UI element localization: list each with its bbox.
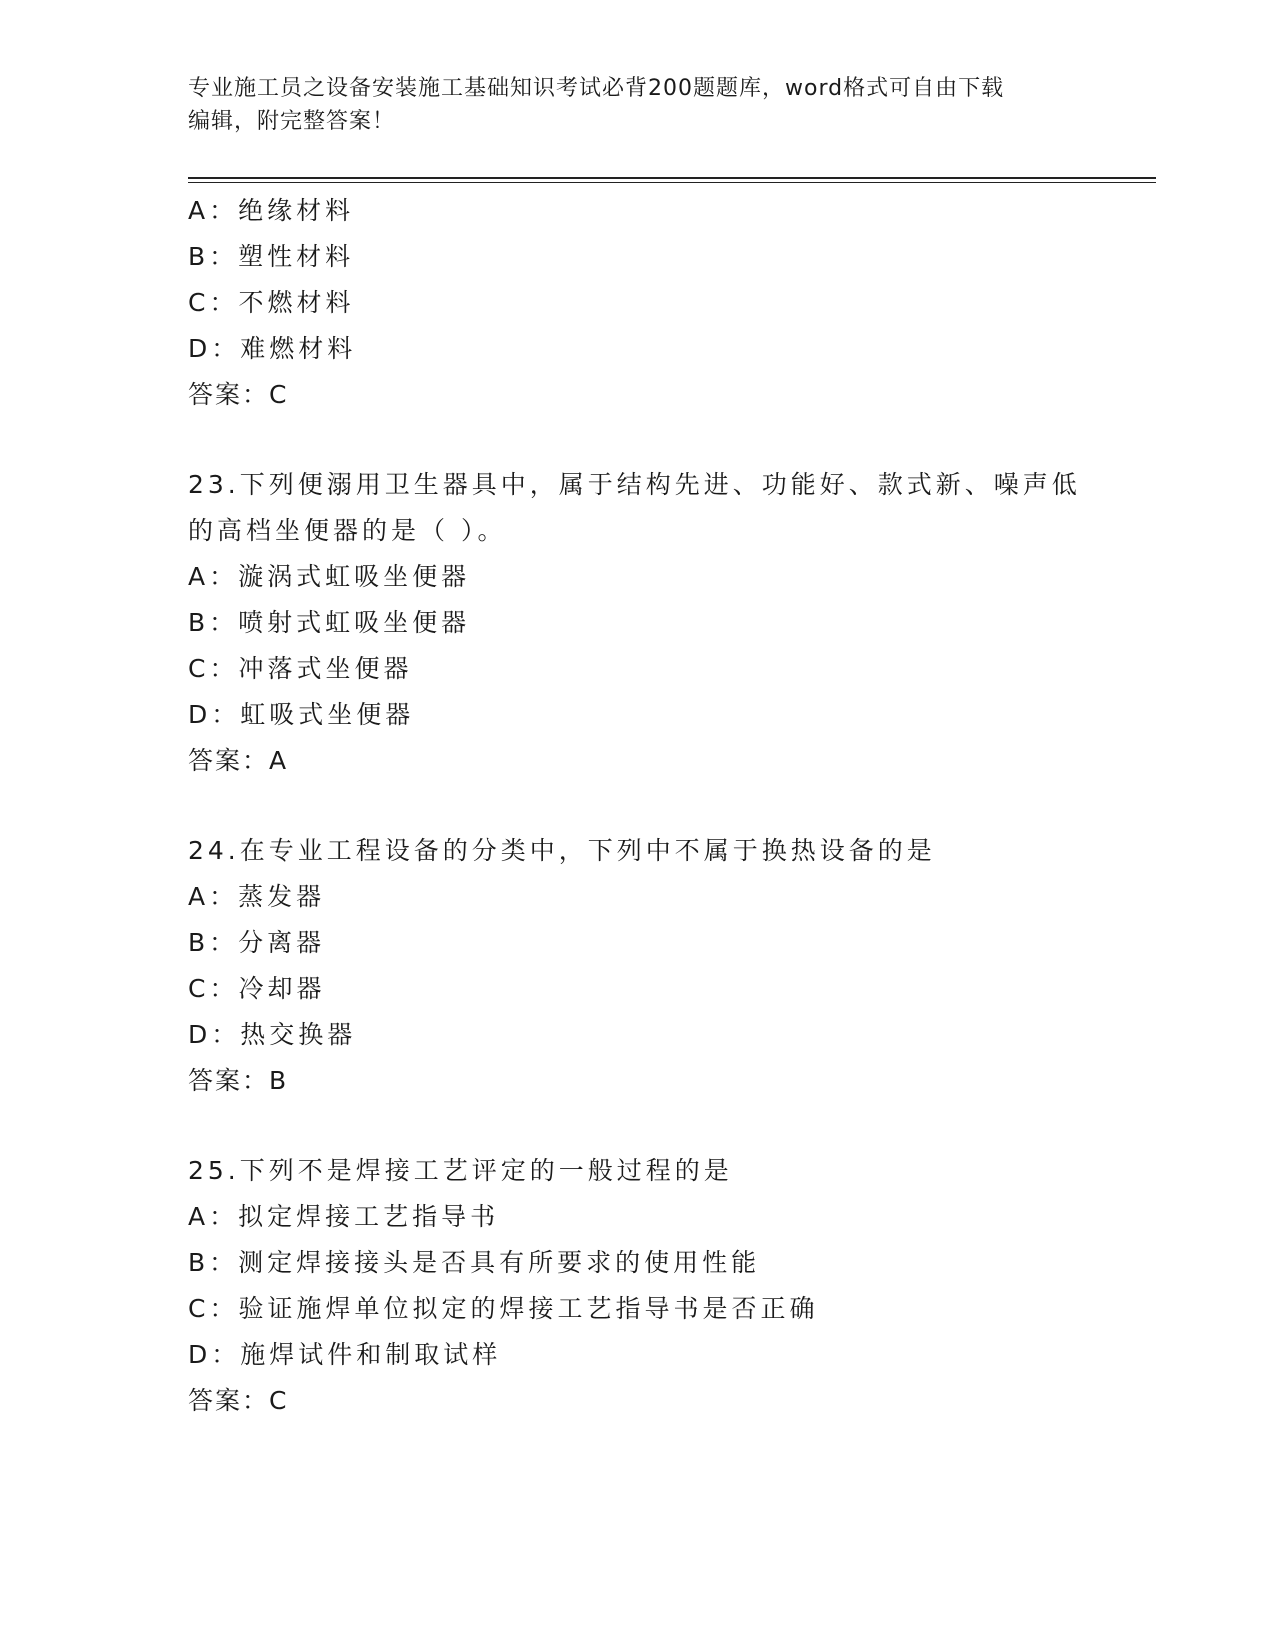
option-b: B：喷射式虹吸坐便器 xyxy=(188,608,471,637)
question-block-23 xyxy=(188,462,1088,784)
option-a: A：蒸发器 xyxy=(188,882,326,911)
option-c: C：冷却器 xyxy=(188,974,326,1003)
option-d: D：虹吸式坐便器 xyxy=(188,700,415,729)
question-block-22 xyxy=(188,188,1088,418)
question-stem-line-1: 24.在专业工程设备的分类中，下列中不属于换热设备的是 xyxy=(188,836,936,865)
document-header xyxy=(188,72,1068,138)
question-list xyxy=(188,188,1088,1424)
option-b: B：塑性材料 xyxy=(188,242,355,271)
header-line-2: 编辑，附完整答案！ xyxy=(188,109,396,134)
header-line-1: 专业施工员之设备安装施工基础知识考试必背200题题库，word格式可自由下载 xyxy=(188,76,1005,101)
answer-line: 答案：C xyxy=(188,380,289,409)
question-block-24 xyxy=(188,828,1088,1104)
question-block-25 xyxy=(188,1148,1088,1424)
question-stem-line-1: 25.下列不是焊接工艺评定的一般过程的是 xyxy=(188,1156,733,1185)
option-b: B：测定焊接接头是否具有所要求的使用性能 xyxy=(188,1248,761,1277)
answer-line: 答案：C xyxy=(188,1386,289,1415)
option-a: A：漩涡式虹吸坐便器 xyxy=(188,562,471,591)
answer-line: 答案：A xyxy=(188,746,289,775)
question-spacer xyxy=(188,418,1088,462)
option-b: B：分离器 xyxy=(188,928,326,957)
answer-line: 答案：B xyxy=(188,1066,289,1095)
option-c: C：不燃材料 xyxy=(188,288,355,317)
question-spacer xyxy=(188,1104,1088,1148)
option-a: A：拟定焊接工艺指导书 xyxy=(188,1202,500,1231)
option-d: D：施焊试件和制取试样 xyxy=(188,1340,502,1369)
option-a: A：绝缘材料 xyxy=(188,196,355,225)
question-spacer xyxy=(188,784,1088,828)
header-divider-thick xyxy=(188,177,1156,179)
question-stem-line-2: 的高档坐便器的是（ ）。 xyxy=(188,516,507,545)
option-c: C：冲落式坐便器 xyxy=(188,654,413,683)
header-divider-thin xyxy=(188,182,1156,183)
option-c: C：验证施焊单位拟定的焊接工艺指导书是否正确 xyxy=(188,1294,819,1323)
option-d: D：热交换器 xyxy=(188,1020,357,1049)
question-stem-line-1: 23.下列便溺用卫生器具中，属于结构先进、功能好、款式新、噪声低 xyxy=(188,470,1081,499)
option-d: D：难燃材料 xyxy=(188,334,357,363)
